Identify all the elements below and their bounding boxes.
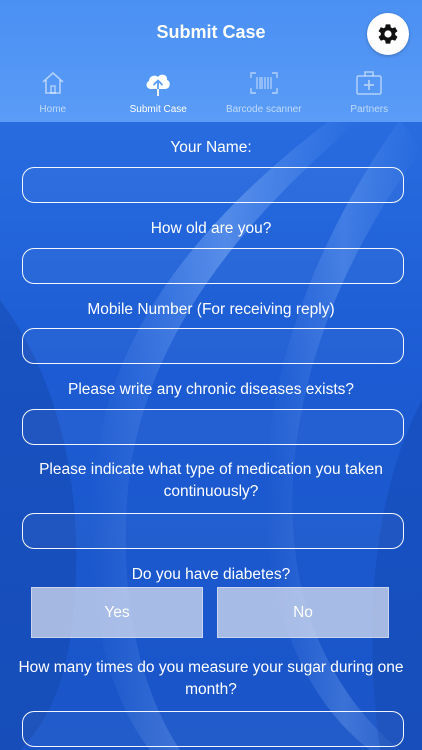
settings-button[interactable] xyxy=(367,13,409,55)
cloud-upload-icon xyxy=(143,69,173,97)
tab-barcode-scanner[interactable] xyxy=(211,68,317,122)
chronic-diseases-input[interactable] xyxy=(22,409,404,445)
sugar-measure-label: How many times do you measure your sugar during one month? xyxy=(18,659,404,698)
app-header xyxy=(0,0,422,122)
sugar-measure-input[interactable] xyxy=(22,711,404,747)
barcode-icon xyxy=(249,71,279,95)
tab-bar xyxy=(0,68,422,122)
mobile-input[interactable] xyxy=(22,328,404,364)
chronic-diseases-label: Please write any chronic diseases exists? xyxy=(67,381,355,398)
mobile-label: Mobile Number (For receiving reply) xyxy=(87,301,335,318)
diabetes-label: Do you have diabetes? xyxy=(131,566,291,583)
tab-partners-label: Partners xyxy=(350,104,389,115)
medication-label: Please indicate what type of medication you taken continuously? xyxy=(39,461,383,500)
diabetes-no-button[interactable]: No xyxy=(217,587,389,638)
name-input[interactable] xyxy=(22,167,404,203)
medication-input[interactable] xyxy=(22,513,404,549)
age-input[interactable] xyxy=(22,248,404,284)
name-label: Your Name: xyxy=(170,139,252,156)
tab-home-label: Home xyxy=(39,104,67,115)
tab-partners[interactable] xyxy=(317,68,422,122)
home-icon xyxy=(40,70,66,96)
gear-icon xyxy=(376,22,400,46)
tab-barcode-scanner-label: Barcode scanner xyxy=(225,104,302,115)
page-title: Submit Case xyxy=(156,22,266,42)
medical-kit-icon xyxy=(355,70,383,96)
tab-submit-case-label: Submit Case xyxy=(129,104,187,115)
tab-home[interactable] xyxy=(0,68,106,122)
submit-case-form xyxy=(0,122,422,750)
tab-submit-case[interactable] xyxy=(106,68,212,122)
diabetes-yes-button[interactable]: Yes xyxy=(31,587,203,638)
age-label: How old are you? xyxy=(150,220,272,237)
